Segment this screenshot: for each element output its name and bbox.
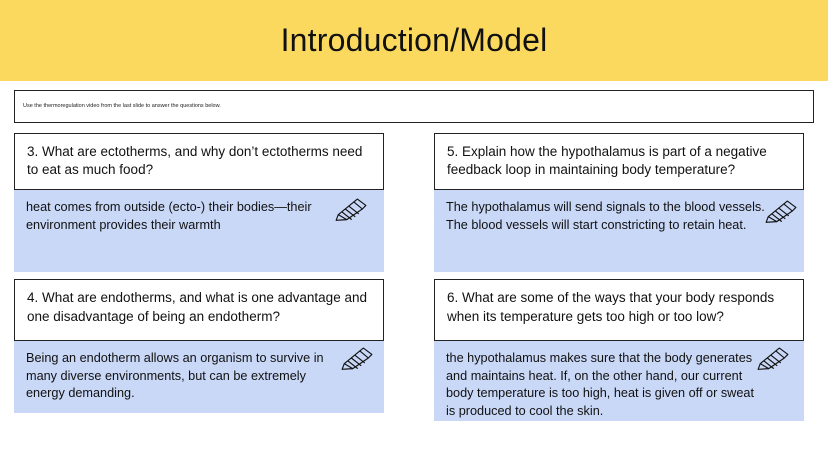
answer-box-3[interactable] (14, 190, 384, 272)
question-box-3 (14, 133, 384, 190)
question-text-5: 5. Explain how the hypothalamus is part of a negative feedback loop in maintaining body temperature? (447, 144, 767, 178)
question-box-6 (434, 279, 804, 341)
answer-text-4: Being an endotherm allows an organism to survive in many diverse environments, but can be extremely energy demanding. (26, 351, 324, 401)
qa-columns (14, 133, 814, 421)
question-box-4 (14, 279, 384, 341)
answer-text-6: the hypothalamus makes sure that the body generates and maintains heat. If, on the other hand, our current body temperature is too high, heat is given off or sweat is produced to cool the skin. (446, 351, 754, 418)
answer-box-4[interactable] (14, 341, 384, 413)
answer-box-5[interactable] (434, 190, 804, 272)
left-column (14, 133, 384, 421)
answer-text-5: The hypothalamus will send signals to the blood vessels. The blood vessels will start constricting to retain heat. (446, 200, 765, 232)
question-text-6: 6. What are some of the ways that your body responds when its temperature gets too high or too low? (447, 290, 775, 324)
answer-text-3: heat comes from outside (ecto-) their bodies—their environment provides their warmth (26, 200, 312, 232)
instruction-text: Use the thermoregulation video from the last slide to answer the questions below. (23, 103, 221, 110)
question-text-4: 4. What are endotherms, and what is one advantage and one disadvantage of being an endotherm? (27, 290, 367, 324)
slide-header (0, 0, 828, 81)
page-title: Introduction/Model (280, 22, 548, 58)
question-box-5 (434, 133, 804, 190)
qa-block-5 (434, 133, 804, 272)
qa-block-4 (14, 279, 384, 413)
qa-block-6 (434, 279, 804, 421)
qa-block-3 (14, 133, 384, 272)
question-text-3: 3. What are ectotherms, and why don’t ectotherms need to eat as much food? (27, 144, 363, 178)
right-column (434, 133, 804, 421)
answer-box-6[interactable] (434, 341, 804, 421)
instruction-box (14, 90, 814, 123)
